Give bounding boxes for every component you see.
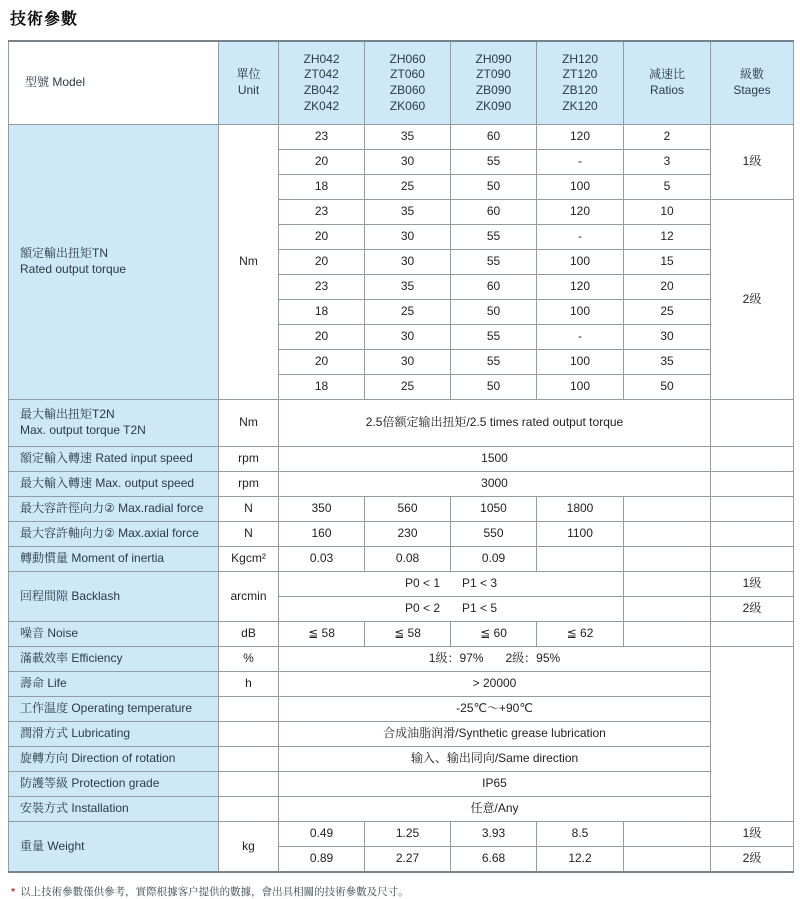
empty-ratio-cell xyxy=(624,822,711,847)
header-unit-cell xyxy=(219,41,279,125)
value-cell: 160 xyxy=(279,522,365,547)
value-cell: - xyxy=(537,225,624,250)
value-cell: 1100 xyxy=(537,522,624,547)
footnote-text: 以上技術參數僅供參考，實際根據客户提供的數據，會出具相關的技術參數及尺寸。 xyxy=(20,886,409,898)
value-cell: 55 xyxy=(451,250,537,275)
empty-stage-cell xyxy=(711,547,794,572)
value-cell: 23 xyxy=(279,200,365,225)
efficiency-stage2: 2级：95% xyxy=(505,651,561,666)
temperature-row xyxy=(9,697,794,722)
value-cell: 25 xyxy=(365,300,451,325)
rotation-label-cell: 旋轉方向 Direction of rotation xyxy=(9,747,219,772)
efficiency-label-cell: 滿載效率 Efficiency xyxy=(9,647,219,672)
value-cell: 55 xyxy=(451,150,537,175)
protection-row xyxy=(9,772,794,797)
temperature-unit-cell xyxy=(219,697,279,722)
value-cell: 120 xyxy=(537,125,624,150)
ratio-cell: 50 xyxy=(624,375,711,400)
empty-ratio-cell xyxy=(624,522,711,547)
value-cell: - xyxy=(537,150,624,175)
backlash-row xyxy=(9,572,794,597)
life-value-cell: > 20000 xyxy=(279,672,711,697)
life-label-cell: 壽命 Life xyxy=(9,672,219,697)
empty-ratio-cell xyxy=(624,597,711,622)
backlash-value-cell xyxy=(279,597,624,622)
value-cell: 55 xyxy=(451,325,537,350)
value-cell: 50 xyxy=(451,175,537,200)
empty-ratio-cell xyxy=(624,547,711,572)
value-cell: ≦ 60 xyxy=(451,622,537,647)
torque-unit-cell: Nm xyxy=(219,125,279,400)
ratio-cell: 5 xyxy=(624,175,711,200)
value-cell: 1800 xyxy=(537,497,624,522)
protection-label-cell: 防護等級 Protection grade xyxy=(9,772,219,797)
value-cell: 30 xyxy=(365,325,451,350)
header-series-060-cell xyxy=(365,41,451,125)
radial-force-label-cell: 最大容許徑向力② Max.radial force xyxy=(9,497,219,522)
input-speed-unit-cell: rpm xyxy=(219,447,279,472)
value-cell: 0.08 xyxy=(365,547,451,572)
weight-unit-cell: kg xyxy=(219,822,279,873)
spec-table xyxy=(8,40,794,873)
empty-ratio-cell xyxy=(624,622,711,647)
value-cell: 120 xyxy=(537,275,624,300)
t2n-row xyxy=(9,400,794,447)
value-cell: 3.93 xyxy=(451,822,537,847)
stages-en: Stages xyxy=(733,83,771,97)
value-cell: 6.68 xyxy=(451,847,537,873)
torque-label-cell xyxy=(9,125,219,400)
backlash-p1: P1 < 3 xyxy=(462,576,498,591)
output-speed-label-cell: 最大輸入轉速 Max. output speed xyxy=(9,472,219,497)
value-cell: 120 xyxy=(537,200,624,225)
series-line: ZB042 xyxy=(303,83,340,97)
value-cell: - xyxy=(537,325,624,350)
axial-force-label-cell: 最大容許軸向力② Max.axial force xyxy=(9,522,219,547)
efficiency-stage1: 1级：97% xyxy=(428,651,484,666)
weight-row xyxy=(9,822,794,847)
ratio-cell: 3 xyxy=(624,150,711,175)
backlash-value-cell xyxy=(279,572,624,597)
value-cell: 23 xyxy=(279,275,365,300)
backlash-label-cell: 回程間隙 Backlash xyxy=(9,572,219,622)
output-speed-value-cell: 3000 xyxy=(279,472,711,497)
header-series-090-cell xyxy=(451,41,537,125)
value-cell: 560 xyxy=(365,497,451,522)
empty-stage-cell xyxy=(711,400,794,447)
value-cell: 2.27 xyxy=(365,847,451,873)
value-cell: 18 xyxy=(279,300,365,325)
stage-cell-2: 2级 xyxy=(711,847,794,873)
value-cell: 0.89 xyxy=(279,847,365,873)
efficiency-value-cell xyxy=(279,647,711,672)
empty-stage-cell xyxy=(711,472,794,497)
value-cell: 100 xyxy=(537,300,624,325)
value-cell: 60 xyxy=(451,275,537,300)
inertia-label-cell: 轉動慣量 Moment of inertia xyxy=(9,547,219,572)
header-unit-zh: 單位 xyxy=(236,67,261,82)
inertia-unit-cell: Kgcm² xyxy=(219,547,279,572)
torque-row xyxy=(9,125,794,150)
temperature-label-cell: 工作温度 Operating temperature xyxy=(9,697,219,722)
t2n-label-zh: 最大輸出扭矩T2N xyxy=(20,407,115,422)
input-speed-label-cell: 額定輸入轉速 Rated input speed xyxy=(9,447,219,472)
value-cell xyxy=(537,547,624,572)
series-line: ZB060 xyxy=(389,83,426,97)
table-header-row xyxy=(9,41,794,125)
value-cell: 20 xyxy=(279,350,365,375)
series-line: ZT090 xyxy=(476,67,511,82)
value-cell: 350 xyxy=(279,497,365,522)
value-cell: 50 xyxy=(451,375,537,400)
life-row xyxy=(9,672,794,697)
series-line: ZH042 xyxy=(303,51,340,66)
footnote-asterisk: * xyxy=(11,886,16,898)
value-cell: 35 xyxy=(365,200,451,225)
ratio-cell: 2 xyxy=(624,125,711,150)
lubrication-row xyxy=(9,722,794,747)
value-cell: 35 xyxy=(365,275,451,300)
footnote xyxy=(11,884,792,899)
lubrication-label-cell: 潤滑方式 Lubricating xyxy=(9,722,219,747)
ratio-cell: 25 xyxy=(624,300,711,325)
value-cell: 0.49 xyxy=(279,822,365,847)
t2n-unit-cell: Nm xyxy=(219,400,279,447)
empty-ratio-cell xyxy=(624,497,711,522)
empty-ratio-cell xyxy=(624,847,711,873)
installation-unit-cell xyxy=(219,797,279,822)
value-cell: 8.5 xyxy=(537,822,624,847)
value-cell: 30 xyxy=(365,150,451,175)
empty-stage-cell xyxy=(711,522,794,547)
efficiency-unit-cell: % xyxy=(219,647,279,672)
lubrication-unit-cell xyxy=(219,722,279,747)
axial-force-unit-cell: N xyxy=(219,522,279,547)
value-cell: 60 xyxy=(451,200,537,225)
ratio-cell: 20 xyxy=(624,275,711,300)
value-cell: 20 xyxy=(279,225,365,250)
radial-force-unit-cell: N xyxy=(219,497,279,522)
stage-cell-1: 1级 xyxy=(711,572,794,597)
value-cell: 12.2 xyxy=(537,847,624,873)
empty-stage-cell xyxy=(711,622,794,647)
value-cell: 50 xyxy=(451,300,537,325)
value-cell: 100 xyxy=(537,175,624,200)
ratio-cell: 15 xyxy=(624,250,711,275)
backlash-p0: P0 < 2 xyxy=(404,601,440,616)
t2n-value-cell: 2.5倍额定输出扭矩/2.5 times rated output torque xyxy=(279,400,711,447)
value-cell: ≦ 58 xyxy=(279,622,365,647)
life-unit-cell: h xyxy=(219,672,279,697)
series-line: ZH120 xyxy=(561,51,599,66)
empty-stage-cell xyxy=(711,447,794,472)
series-line: ZB120 xyxy=(562,83,598,97)
ratio-cell: 30 xyxy=(624,325,711,350)
series-line: ZK090 xyxy=(475,98,512,113)
rotation-unit-cell xyxy=(219,747,279,772)
empty-stage-cell xyxy=(711,497,794,522)
weight-label-cell: 重量 Weight xyxy=(9,822,219,873)
value-cell: 1.25 xyxy=(365,822,451,847)
installation-row xyxy=(9,797,794,822)
series-line: ZH060 xyxy=(389,51,426,66)
backlash-p1: P1 < 5 xyxy=(462,601,498,616)
noise-label-cell: 噪音 Noise xyxy=(9,622,219,647)
output-speed-unit-cell: rpm xyxy=(219,472,279,497)
empty-ratio-cell xyxy=(624,572,711,597)
empty-stage-cell xyxy=(711,647,794,822)
header-ratios-cell xyxy=(624,41,711,125)
stage-cell-1: 1级 xyxy=(711,822,794,847)
value-cell: 35 xyxy=(365,125,451,150)
noise-unit-cell: dB xyxy=(219,622,279,647)
value-cell: 18 xyxy=(279,175,365,200)
value-cell: 550 xyxy=(451,522,537,547)
header-model-cell: 型號 Model xyxy=(9,41,219,125)
value-cell: 30 xyxy=(365,250,451,275)
input-speed-value-cell: 1500 xyxy=(279,447,711,472)
value-cell: 20 xyxy=(279,325,365,350)
value-cell: 25 xyxy=(365,375,451,400)
value-cell: ≦ 58 xyxy=(365,622,451,647)
t2n-label-cell xyxy=(9,400,219,447)
value-cell: 20 xyxy=(279,150,365,175)
axial-force-row xyxy=(9,522,794,547)
series-line: ZT120 xyxy=(562,67,598,82)
value-cell: 25 xyxy=(365,175,451,200)
ratios-zh: 减速比 xyxy=(648,67,685,82)
rotation-row xyxy=(9,747,794,772)
header-unit-en: Unit xyxy=(237,83,260,97)
noise-row xyxy=(9,622,794,647)
temperature-value-cell: -25℃～+90℃ xyxy=(279,697,711,722)
value-cell: 20 xyxy=(279,250,365,275)
stage-cell-1: 1级 xyxy=(711,125,794,200)
value-cell: 0.03 xyxy=(279,547,365,572)
value-cell: 100 xyxy=(537,350,624,375)
series-line: ZK120 xyxy=(562,98,598,113)
output-speed-row xyxy=(9,472,794,497)
value-cell: 1050 xyxy=(451,497,537,522)
stages-zh: 級數 xyxy=(739,67,764,82)
page-title: 技術參數 xyxy=(10,11,79,28)
ratio-cell: 10 xyxy=(624,200,711,225)
value-cell: 30 xyxy=(365,350,451,375)
rotation-value-cell: 输入、输出同向/Same direction xyxy=(279,747,711,772)
input-speed-row xyxy=(9,447,794,472)
inertia-row xyxy=(9,547,794,572)
backlash-unit-cell: arcmin xyxy=(219,572,279,622)
header-series-042-cell xyxy=(279,41,365,125)
torque-label-zh: 額定輸出扭矩TN xyxy=(20,246,108,261)
value-cell: 100 xyxy=(537,250,624,275)
stage-cell-2: 2级 xyxy=(711,597,794,622)
lubrication-value-cell: 合成油脂润滑/Synthetic grease lubrication xyxy=(279,722,711,747)
series-line: ZT042 xyxy=(304,67,339,82)
backlash-p0: P0 < 1 xyxy=(404,576,440,591)
value-cell: 230 xyxy=(365,522,451,547)
series-line: ZB090 xyxy=(475,83,512,97)
protection-unit-cell xyxy=(219,772,279,797)
ratios-en: Ratios xyxy=(649,83,684,97)
stage-cell-2: 2级 xyxy=(711,200,794,400)
protection-value-cell: IP65 xyxy=(279,772,711,797)
radial-force-row xyxy=(9,497,794,522)
torque-label-en: Rated output torque xyxy=(20,262,127,276)
header-series-120-cell xyxy=(537,41,624,125)
installation-value-cell: 任意/Any xyxy=(279,797,711,822)
value-cell: ≦ 62 xyxy=(537,622,624,647)
value-cell: 55 xyxy=(451,225,537,250)
ratio-cell: 12 xyxy=(624,225,711,250)
ratio-cell: 35 xyxy=(624,350,711,375)
value-cell: 0.09 xyxy=(451,547,537,572)
series-line: ZK060 xyxy=(389,98,426,113)
series-line: ZK042 xyxy=(303,98,340,113)
installation-label-cell: 安裝方式 Installation xyxy=(9,797,219,822)
header-stages-cell xyxy=(711,41,794,125)
value-cell: 18 xyxy=(279,375,365,400)
value-cell: 23 xyxy=(279,125,365,150)
value-cell: 60 xyxy=(451,125,537,150)
series-line: ZH090 xyxy=(475,51,512,66)
value-cell: 30 xyxy=(365,225,451,250)
value-cell: 100 xyxy=(537,375,624,400)
t2n-label-en: Max. output torque T2N xyxy=(20,423,146,437)
value-cell: 55 xyxy=(451,350,537,375)
efficiency-row xyxy=(9,647,794,672)
series-line: ZT060 xyxy=(390,67,425,82)
